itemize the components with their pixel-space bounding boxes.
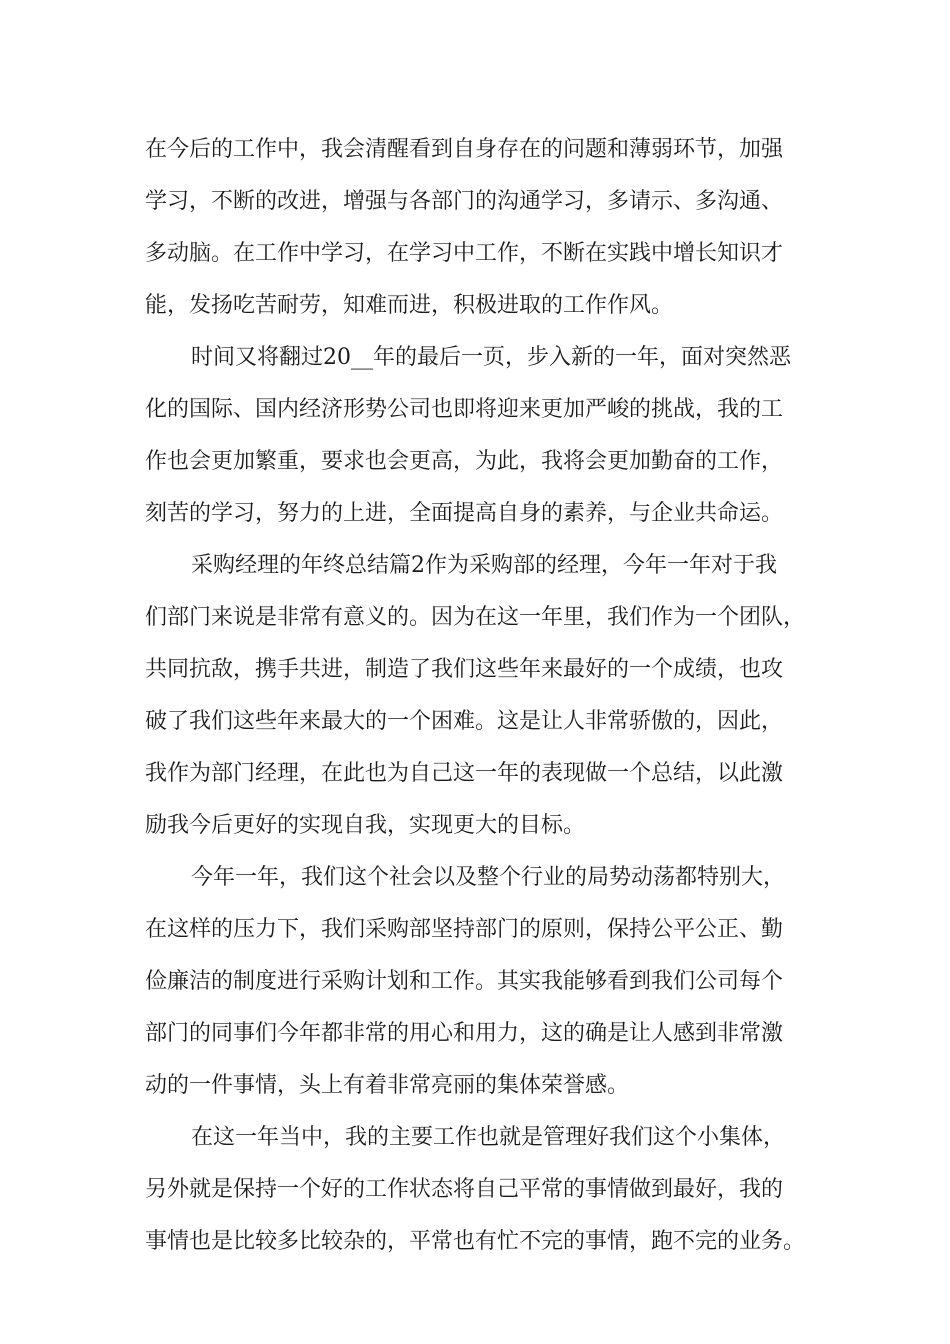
paragraph-1-line-2: 学习，不断的改进，增强与各部门的沟通学习，多请示、多沟通、: [145, 189, 784, 214]
paragraph-2-line-1: 时间又将翻过20__年的最后一页，步入新的一年，面对突然恶: [191, 345, 791, 370]
paragraph-2-line-3: 作也会更加繁重，要求也会更高，为此，我将会更加勤奋的工作，: [145, 449, 784, 474]
paragraph-4-line-5: 动的一件事情，头上有着非常亮丽的集体荣誉感。: [145, 1073, 630, 1098]
paragraph-3-line-5: 我作为部门经理，在此也为自己这一年的表现做一个总结，以此激: [145, 761, 784, 786]
paragraph-5-line-2: 另外就是保持一个好的工作状态将自己平常的事情做到最好，我的: [145, 1177, 784, 1202]
paragraph-4-line-4: 部门的同事们今年都非常的用心和用力，这的确是让人感到非常激: [145, 1021, 784, 1046]
paragraph-1-line-1: 在今后的工作中，我会清醒看到自身存在的问题和薄弱环节，加强: [145, 137, 784, 162]
paragraph-3-line-4: 破了我们这些年来最大的一个困难。这是让人非常骄傲的，因此，: [145, 709, 784, 734]
paragraph-3-line-3: 共同抗敌，携手共进，制造了我们这些年来最好的一个成绩，也攻: [145, 657, 784, 682]
paragraph-3-line-6: 励我今后更好的实现自我，实现更大的目标。: [145, 813, 586, 838]
paragraph-1-line-4: 能，发扬吃苦耐劳，知难而进，积极进取的工作作风。: [145, 293, 674, 318]
paragraph-1-line-3: 多动脑。在工作中学习，在学习中工作，不断在实践中增长知识才: [145, 241, 784, 266]
paragraph-5-line-3: 事情也是比较多比较杂的，平常也有忙不完的事情，跑不完的业务。: [145, 1229, 806, 1254]
paragraph-2-line-4: 刻苦的学习，努力的上进，全面提高自身的素养，与企业共命运。: [145, 501, 784, 526]
paragraph-4-line-3: 俭廉洁的制度进行采购计划和工作。其实我能够看到我们公司每个: [145, 969, 784, 994]
paragraph-5-line-1: 在这一年当中，我的主要工作也就是管理好我们这个小集体，: [191, 1125, 786, 1150]
paragraph-3-line-1: 采购经理的年终总结篇2作为采购部的经理，今年一年对于我: [191, 553, 777, 578]
paragraph-4-line-1: 今年一年，我们这个社会以及整个行业的局势动荡都特别大，: [191, 865, 786, 890]
paragraph-3-line-2: 们部门来说是非常有意义的。因为在这一年里，我们作为一个团队，: [145, 605, 806, 630]
paragraph-2-line-2: 化的国际、国内经济形势公司也即将迎来更加严峻的挑战，我的工: [145, 397, 784, 422]
paragraph-4-line-2: 在这样的压力下，我们采购部坚持部门的原则，保持公平公正、勤: [145, 917, 784, 942]
